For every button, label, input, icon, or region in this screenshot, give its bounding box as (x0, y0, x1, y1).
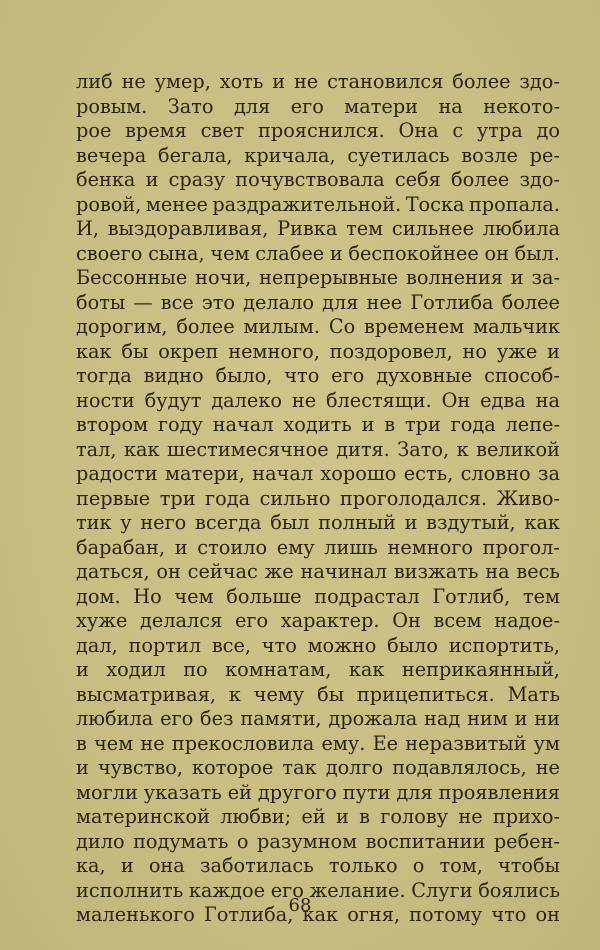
text-line: тал, как шестимесячное дитя. Зато, к великой (76, 437, 560, 461)
text-line: своего сына, чем слабее и беспокойнее он был. (76, 241, 560, 265)
text-line: и чувство, которое так долго подавлялось, не (76, 756, 560, 779)
text-line: хуже делался его характер. Он всем надое- (76, 609, 560, 632)
text-line: радости матери, начал хорошо есть, словно за (76, 462, 560, 485)
text-line: дило подумать о разумном воспитании ребен- (76, 829, 560, 853)
text-line: бенка и сразу почувствовала себя более здо- (76, 168, 560, 191)
text-line: боты — все это делало для нее Готлиба более (76, 290, 560, 314)
text-line: исполнить каждое его желание. Слуги боялись (76, 878, 560, 902)
text-line: и ходил по комнатам, как неприкаянный, (76, 658, 560, 681)
text-line: барабан, и стоило ему лишь немного прогол- (76, 535, 560, 559)
text-line: даться, он сейчас же начинал визжать на весь (76, 560, 560, 583)
text-line: дорогим, более милым. Со временем мальчик (76, 315, 560, 338)
text-line: Бессонные ночи, непрерывные волнения и за- (76, 266, 560, 289)
text-line: дал, портил все, что можно было испортить, (76, 633, 560, 657)
text-line: дом. Но чем больше подрастал Готлиб, тем (76, 584, 560, 608)
text-line: И, выздоравливая, Ривка тем сильнее любила (76, 217, 560, 240)
body-text (76, 70, 560, 928)
text-line: втором году начал ходить и в три года лепе- (76, 413, 560, 436)
text-line: первые три года сильно проголодался. Живо- (76, 486, 560, 510)
text-line: как бы окреп немного, поздоровел, но уже и (76, 339, 560, 363)
text-line: либ не умер, хоть и не становился более здо- (76, 70, 560, 93)
page-number: 68 (288, 895, 312, 916)
text-line: рое время свет прояснился. Она с утра до (76, 119, 560, 142)
text-line: материнской любви; ей и в голову не прихо- (76, 805, 560, 828)
text-line: ка, и она заботилась только о том, чтобы (76, 854, 560, 877)
text-line: вечера бегала, кричала, суетилась возле ре- (76, 143, 560, 167)
text-line: высматривая, к чему бы прицепиться. Мать (76, 682, 560, 706)
text-line: могли указать ей другого пути для проявления (76, 780, 560, 804)
text-line: тик у него всегда был полный и вздутый, как (76, 511, 560, 534)
text-line: тогда видно было, что его духовные способ- (76, 364, 560, 387)
text-line: ровой, менее раздражительной. Тоска пропала. (76, 192, 560, 216)
text-line: маленького Готлиба, как огня, потому что он (76, 903, 560, 926)
text-line: любила его без памяти, дрожала над ним и ни (76, 707, 560, 730)
text-line: ности будут далеко не блестящи. Он едва на (76, 388, 560, 412)
text-line: в чем не прекословила ему. Ее неразвитый ум (76, 731, 560, 755)
text-line: ровым. Зато для его матери на некото- (76, 94, 560, 118)
